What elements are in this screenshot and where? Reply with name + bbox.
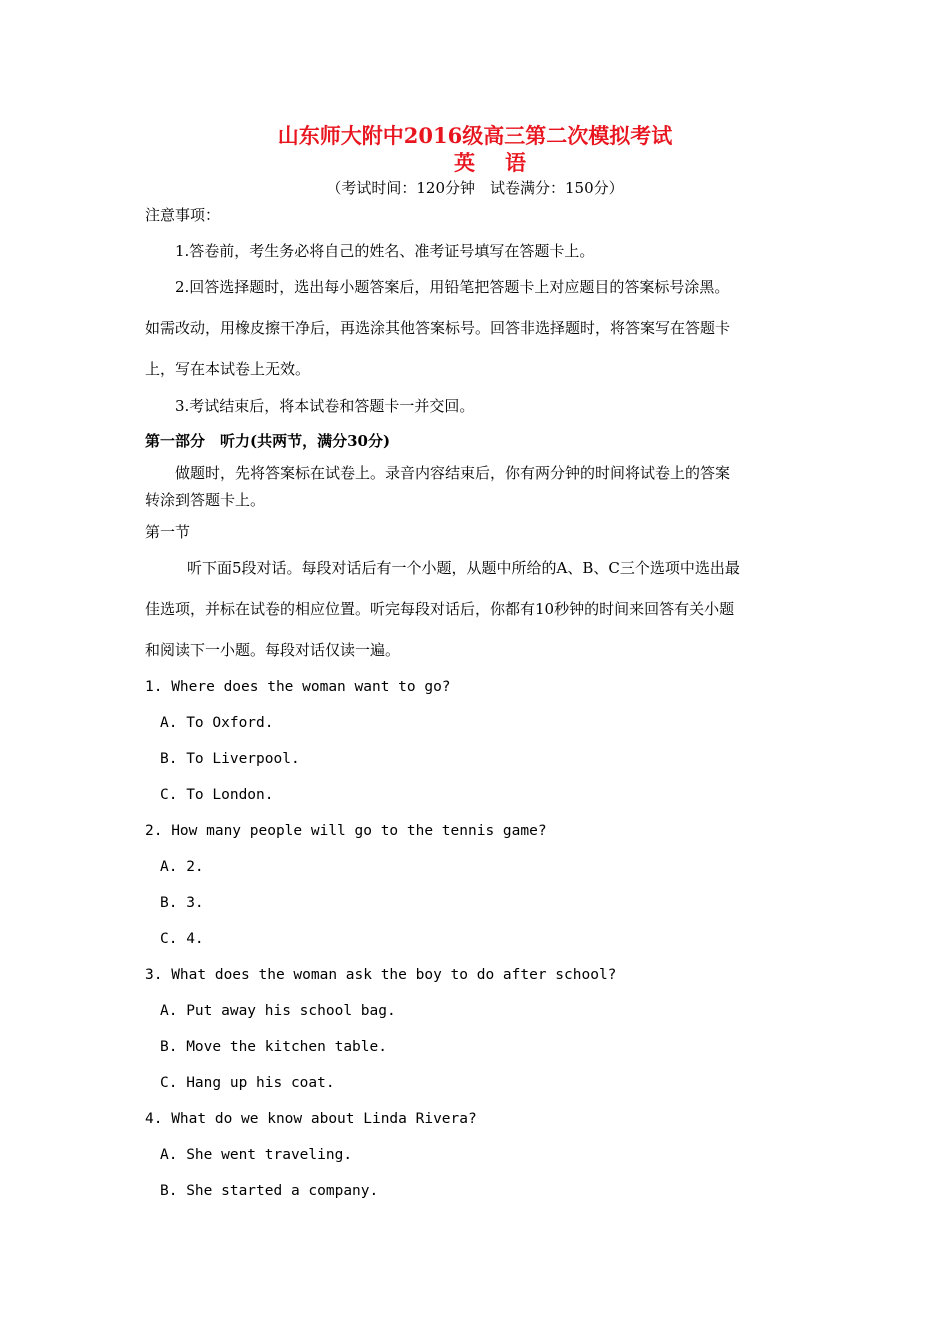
notice-item-1: 1.答卷前，考生务必将自己的姓名、准考证号填写在答题卡上。 <box>175 242 595 260</box>
exam-title: 山东师大附中2016级高三第二次模拟考试 <box>277 123 673 148</box>
question-3-option-b: B. Move the kitchen table. <box>160 1039 387 1055</box>
question-1-option-c: C. To London. <box>160 787 274 803</box>
question-1-option-a: A. To Oxford. <box>160 715 274 731</box>
section1-instruction-line-1: 听下面5段对话。每段对话后有一个小题，从题中所给的A、B、C三个选项中选出最 <box>187 559 740 577</box>
question-2-option-b: B. 3. <box>160 895 204 911</box>
part1-intro-line-1: 做题时，先将答案标在试卷上。录音内容结束后，你有两分钟的时间将试卷上的答案 <box>175 464 731 482</box>
section1-instruction-line-3: 和阅读下一小题。每段对话仅读一遍。 <box>145 641 401 659</box>
section1-heading: 第一节 <box>145 523 191 541</box>
question-2-option-a: A. 2. <box>160 859 204 875</box>
subject-title: 英语 <box>454 150 556 175</box>
question-3-stem: 3. What does the woman ask the boy to do after school? <box>145 967 617 983</box>
question-3-option-c: C. Hang up his coat. <box>160 1075 335 1091</box>
exam-info: （考试时间：120分钟 试卷满分：150分） <box>326 179 624 197</box>
question-4-option-a: A. She went traveling. <box>160 1147 353 1163</box>
question-4-option-b: B. She started a company. <box>160 1183 379 1199</box>
question-2-option-c: C. 4. <box>160 931 204 947</box>
question-2-stem: 2. How many people will go to the tennis game? <box>145 823 547 839</box>
notice-item-3: 3.考试结束后，将本试卷和答题卡一并交回。 <box>175 397 475 415</box>
question-4-stem: 4. What do we know about Linda Rivera? <box>145 1111 477 1127</box>
notice-heading: 注意事项： <box>145 206 221 224</box>
notice-item-2-line-2: 如需改动，用橡皮擦干净后，再选涂其他答案标号。回答非选择题时，将答案写在答题卡 <box>145 319 731 337</box>
section1-instruction-line-2: 佳选项，并标在试卷的相应位置。听完每段对话后，你都有10秒钟的时间来回答有关小题 <box>145 600 735 618</box>
question-3-option-a: A. Put away his school bag. <box>160 1003 396 1019</box>
notice-item-2-line-3: 上，写在本试卷上无效。 <box>145 360 311 378</box>
part1-intro-line-2: 转涂到答题卡上。 <box>145 491 266 509</box>
question-1-stem: 1. Where does the woman want to go? <box>145 679 451 695</box>
part1-heading: 第一部分 听力(共两节，满分30分) <box>145 432 391 450</box>
notice-item-2-line-1: 2.回答选择题时，选出每小题答案后，用铅笔把答题卡上对应题目的答案标号涂黑。 <box>175 278 730 296</box>
question-1-option-b: B. To Liverpool. <box>160 751 300 767</box>
